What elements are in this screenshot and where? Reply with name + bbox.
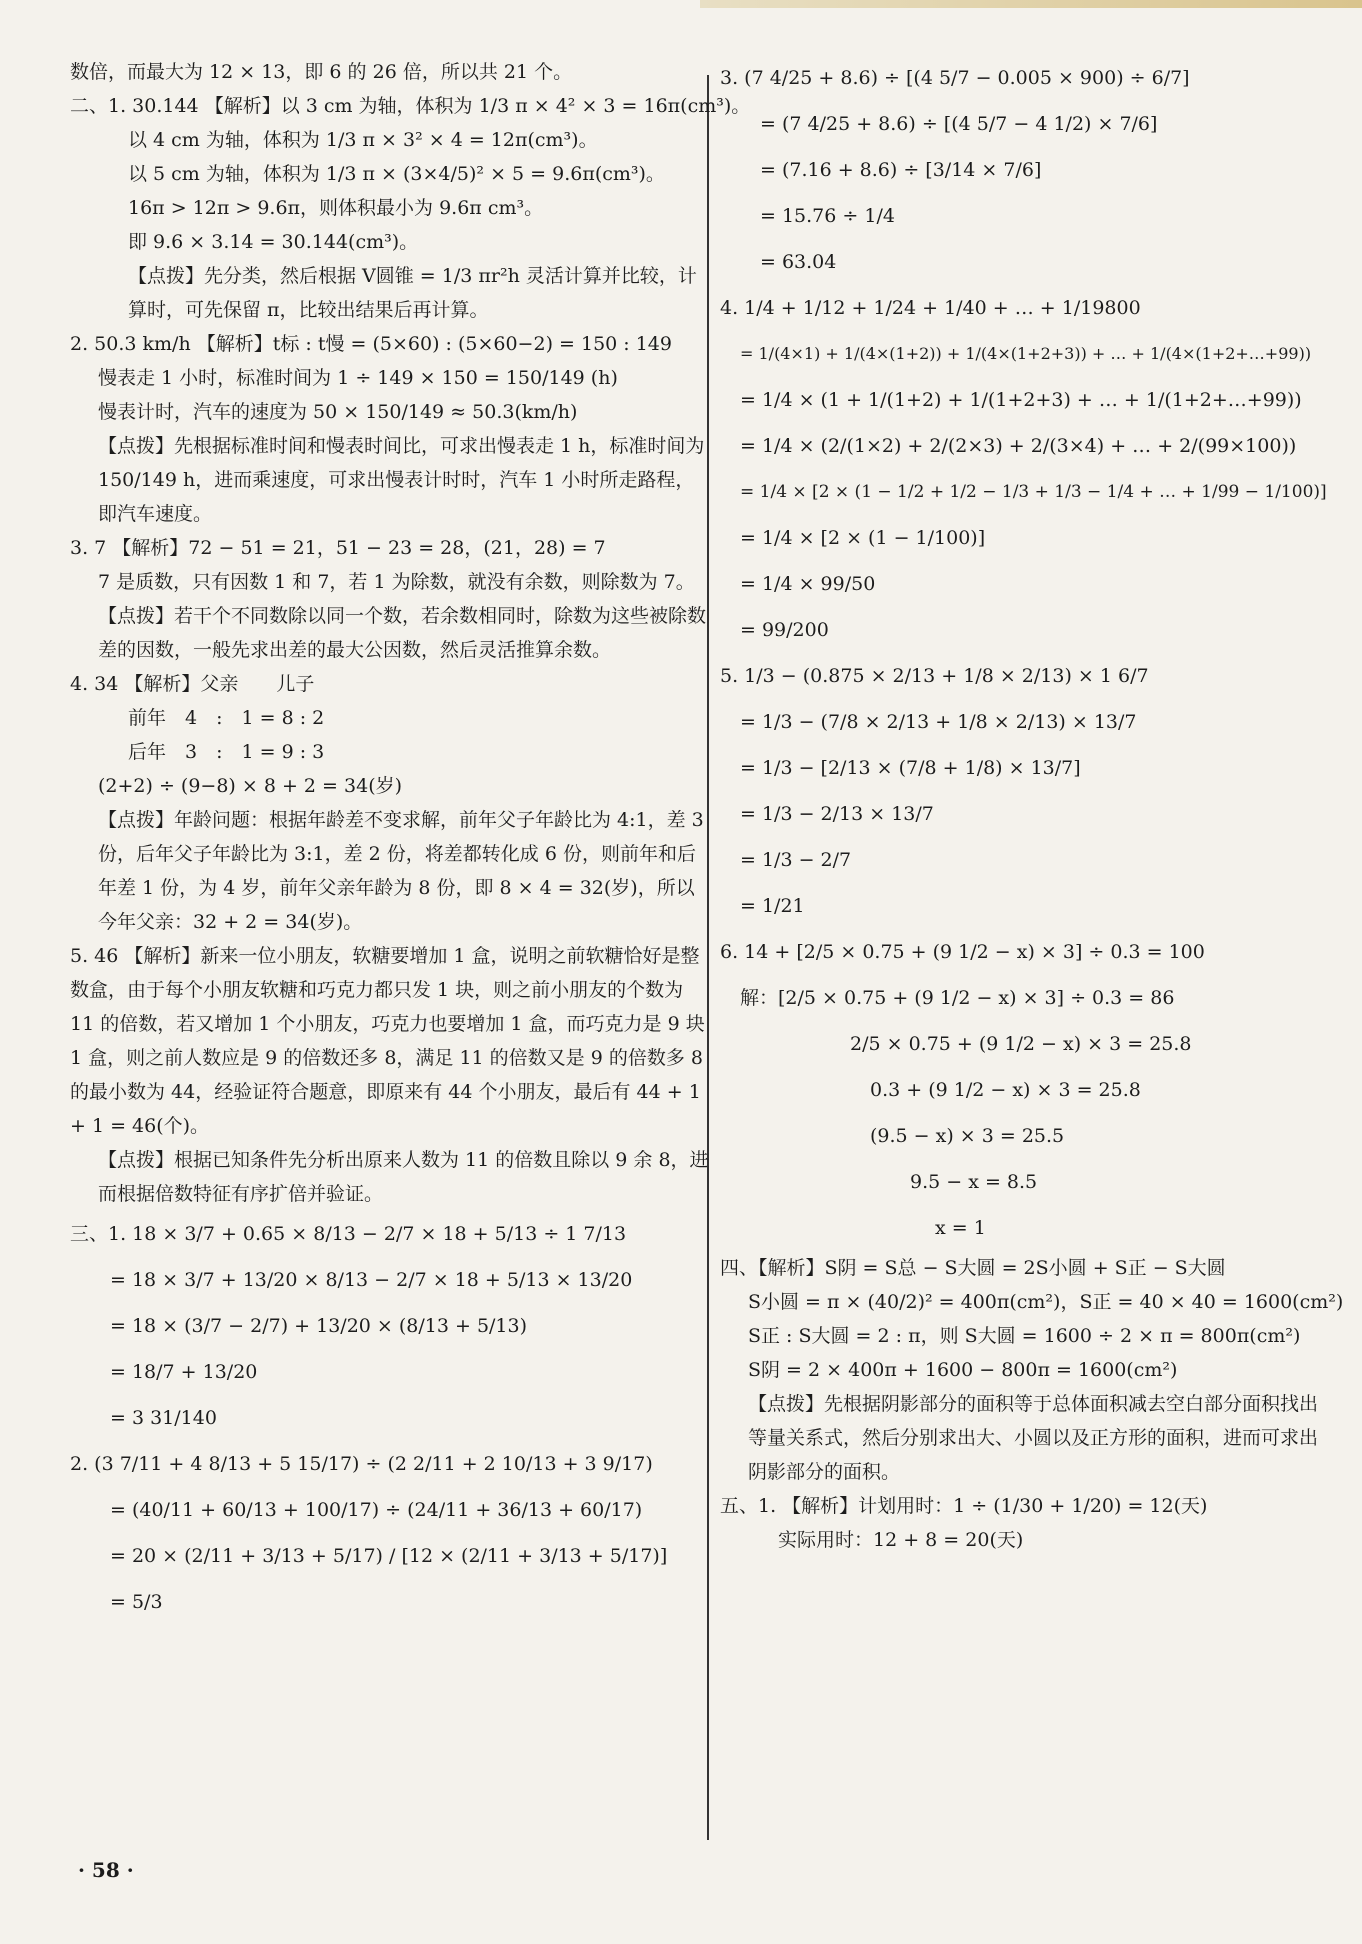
right-column (720, 55, 1344, 1557)
text-line: 后年 3 : 1 = 9 : 3 (128, 741, 325, 763)
math-step: = 20 × (2/11 + 3/13 + 5/17) / [12 × (2/11 + 3/13 + 5/17)] (110, 1545, 668, 1567)
tip-note: 【点拨】根据已知条件先分析出原来人数为 11 的倍数且除以 9 余 8，进而根据倍数特征有序扩倍并验证。 (98, 1149, 709, 1205)
math-step: = 63.04 (760, 251, 837, 273)
text-line: 实际用时：12 + 8 = 20(天) (778, 1529, 1024, 1551)
text-line: 数倍，而最大为 12 × 13，即 6 的 26 倍，所以共 21 个。 (70, 61, 573, 83)
left-column (70, 55, 751, 1625)
text-line: S阴 = 2 × 400π + 1600 − 800π = 1600(cm²) (748, 1359, 1178, 1381)
text-line: 前年 4 : 1 = 8 : 2 (128, 707, 325, 729)
text-line: 16π > 12π > 9.6π，则体积最小为 9.6π cm³。 (128, 197, 544, 219)
answer-5-1: 五、1. 【解析】计划用时：1 ÷ (1/30 + 1/20) = 12(天) (720, 1495, 1208, 1517)
math-step: = 99/200 (740, 619, 829, 641)
math-step: = 1/3 − 2/7 (740, 849, 852, 871)
answer-3-3: 3. (7 4/25 + 8.6) ÷ [(4 5/7 − 0.005 × 900) ÷ 6/7] (720, 67, 1190, 89)
math-step: = 1/4 × [2 × (1 − 1/100)] (740, 527, 986, 549)
math-step: = 1/21 (740, 895, 805, 917)
math-step: = 15.76 ÷ 1/4 (760, 205, 895, 227)
text-line: 即 9.6 × 3.14 = 30.144(cm³)。 (128, 231, 419, 253)
math-step: = 3 31/140 (110, 1407, 217, 1429)
text-line: S正 : S大圆 = 2 : π，则 S大圆 = 1600 ÷ 2 × π = 800π(cm²) (748, 1325, 1301, 1347)
math-step: = 18/7 + 13/20 (110, 1361, 258, 1383)
math-step: = 1/3 − 2/13 × 13/7 (740, 803, 934, 825)
answer-4: 四、【解析】S阴 = S总 − S大圆 = 2S小圆 + S正 − S大圆 (720, 1257, 1226, 1279)
math-step: 解：[2/5 × 0.75 + (9 1/2 − x) × 3] ÷ 0.3 = 86 (740, 987, 1175, 1009)
math-step: x = 1 (935, 1217, 986, 1239)
math-step: = 1/4 × (2/(1×2) + 2/(2×3) + 2/(3×4) + … + 2/(99×100)) (740, 435, 1297, 457)
math-step: = 18 × (3/7 − 2/7) + 13/20 × (8/13 + 5/13) (110, 1315, 528, 1337)
answer-2-2: 2. 50.3 km/h 【解析】t标 : t慢 = (5×60) : (5×60−2) = 150 : 149 (70, 333, 672, 355)
answer-2-3: 3. 7 【解析】72 − 51 = 21，51 − 23 = 28，(21，28) = 7 (70, 537, 606, 559)
math-step: = (7 4/25 + 8.6) ÷ [(4 5/7 − 4 1/2) × 7/6] (760, 113, 1158, 135)
math-step: 0.3 + (9 1/2 − x) × 3 = 25.8 (870, 1079, 1141, 1101)
math-step: = 18 × 3/7 + 13/20 × 8/13 − 2/7 × 18 + 5/13 × 13/20 (110, 1269, 633, 1291)
answer-3-2: 2. (3 7/11 + 4 8/13 + 5 15/17) ÷ (2 2/11 + 2 10/13 + 3 9/17) (70, 1453, 653, 1475)
tip-note: 【点拨】先根据阴影部分的面积等于总体面积减去空白部分面积找出等量关系式，然后分别求出大、小圆以及正方形的面积，进而可求出阴影部分的面积。 (748, 1393, 1319, 1483)
math-step: 9.5 − x = 8.5 (910, 1171, 1038, 1193)
tip-note: 【点拨】先分类，然后根据 V圆锥 = 1/3 πr²h 灵活计算并比较，计算时，可先保留 π，比较出结果后再计算。 (128, 265, 697, 321)
tip-note: 【点拨】年龄问题：根据年龄差不变求解，前年父子年龄比为 4:1，差 3 份，后年父子年龄比为 3:1，差 2 份，将差都转化成 6 份，则前年和后年差 1 份，为 4 岁，前年父亲年龄为 8 份，即 8 × 4 = 32(岁)，所以今年父亲：32 + 2 = 34(岁)。 (98, 809, 704, 933)
page-number: · 58 · (78, 1858, 134, 1882)
answer-2-4: 4. 34 【解析】父亲 儿子 (70, 673, 315, 695)
text-line: 慢表计时，汽车的速度为 50 × 150/149 ≈ 50.3(km/h) (98, 401, 578, 423)
math-step: = 1/3 − [2/13 × (7/8 + 1/8) × 13/7] (740, 757, 1081, 779)
math-step: = 1/(4×1) + 1/(4×(1+2)) + 1/(4×(1+2+3)) + … + 1/(4×(1+2+…+99)) (740, 344, 1312, 363)
math-step: (9.5 − x) × 3 = 25.5 (870, 1125, 1065, 1147)
math-step: = 1/4 × 99/50 (740, 573, 876, 595)
math-step: = (40/11 + 60/13 + 100/17) ÷ (24/11 + 36/13 + 60/17) (110, 1499, 643, 1521)
answer-2-5: 5. 46 【解析】新来一位小朋友，软糖要增加 1 盒，说明之前软糖恰好是整数盒，由于每个小朋友软糖和巧克力都只发 1 块，则之前小朋友的个数为 11 的倍数，若又增加 1 个小朋友，巧克力也要增加 1 盒，而巧克力是 9 块 1 盒，则之前人数应是 9 的倍数还多 8，满足 11 的倍数又是 9 的倍数多 8 的最小数为 44，经验证符合题意，即原来有 44 个小朋友，最后有 44 + 1 + 1 = 46(个)。 (70, 945, 705, 1137)
text-line: 以 4 cm 为轴，体积为 1/3 π × 3² × 4 = 12π(cm³)。 (128, 129, 598, 151)
math-step: 2/5 × 0.75 + (9 1/2 − x) × 3 = 25.8 (850, 1033, 1192, 1055)
text-line: 以 5 cm 为轴，体积为 1/3 π × (3×4/5)² × 5 = 9.6π(cm³)。 (128, 163, 665, 185)
math-step: = 1/4 × (1 + 1/(1+2) + 1/(1+2+3) + … + 1/(1+2+…+99)) (740, 389, 1302, 411)
tip-note: 【点拨】若干个不同数除以同一个数，若余数相同时，除数为这些被除数差的因数，一般先求出差的最大公因数，然后灵活推算余数。 (98, 605, 707, 661)
answer-3-5: 5. 1/3 − (0.875 × 2/13 + 1/8 × 2/13) × 1 6/7 (720, 665, 1149, 687)
math-step: = 5/3 (110, 1591, 163, 1613)
answer-3-6: 6. 14 + [2/5 × 0.75 + (9 1/2 − x) × 3] ÷ 0.3 = 100 (720, 941, 1205, 963)
math-step: = (7.16 + 8.6) ÷ [3/14 × 7/6] (760, 159, 1042, 181)
page-top-edge (700, 0, 1362, 8)
text-line: 7 是质数，只有因数 1 和 7，若 1 为除数，就没有余数，则除数为 7。 (98, 571, 695, 593)
text-line: (2+2) ÷ (9−8) × 8 + 2 = 34(岁) (98, 775, 403, 797)
answer-2-1: 二、1. 30.144 【解析】以 3 cm 为轴，体积为 1/3 π × 4² × 3 = 16π(cm³)。 (70, 95, 751, 117)
tip-note: 【点拨】先根据标准时间和慢表时间比，可求出慢表走 1 h，标准时间为 150/149 h，进而乘速度，可求出慢表计时时，汽车 1 小时所走路程，即汽车速度。 (98, 435, 705, 525)
answer-3-1: 三、1. 18 × 3/7 + 0.65 × 8/13 − 2/7 × 18 + 5/13 ÷ 1 7/13 (70, 1223, 627, 1245)
math-step: = 1/4 × [2 × (1 − 1/2 + 1/2 − 1/3 + 1/3 − 1/4 + … + 1/99 − 1/100)] (740, 482, 1327, 502)
text-line: 慢表走 1 小时，标准时间为 1 ÷ 149 × 150 = 150/149 (h) (98, 367, 618, 389)
math-step: = 1/3 − (7/8 × 2/13 + 1/8 × 2/13) × 13/7 (740, 711, 1137, 733)
answer-3-4: 4. 1/4 + 1/12 + 1/24 + 1/40 + … + 1/19800 (720, 297, 1141, 319)
text-line: S小圆 = π × (40/2)² = 400π(cm²)，S正 = 40 × 40 = 1600(cm²) (748, 1291, 1344, 1313)
